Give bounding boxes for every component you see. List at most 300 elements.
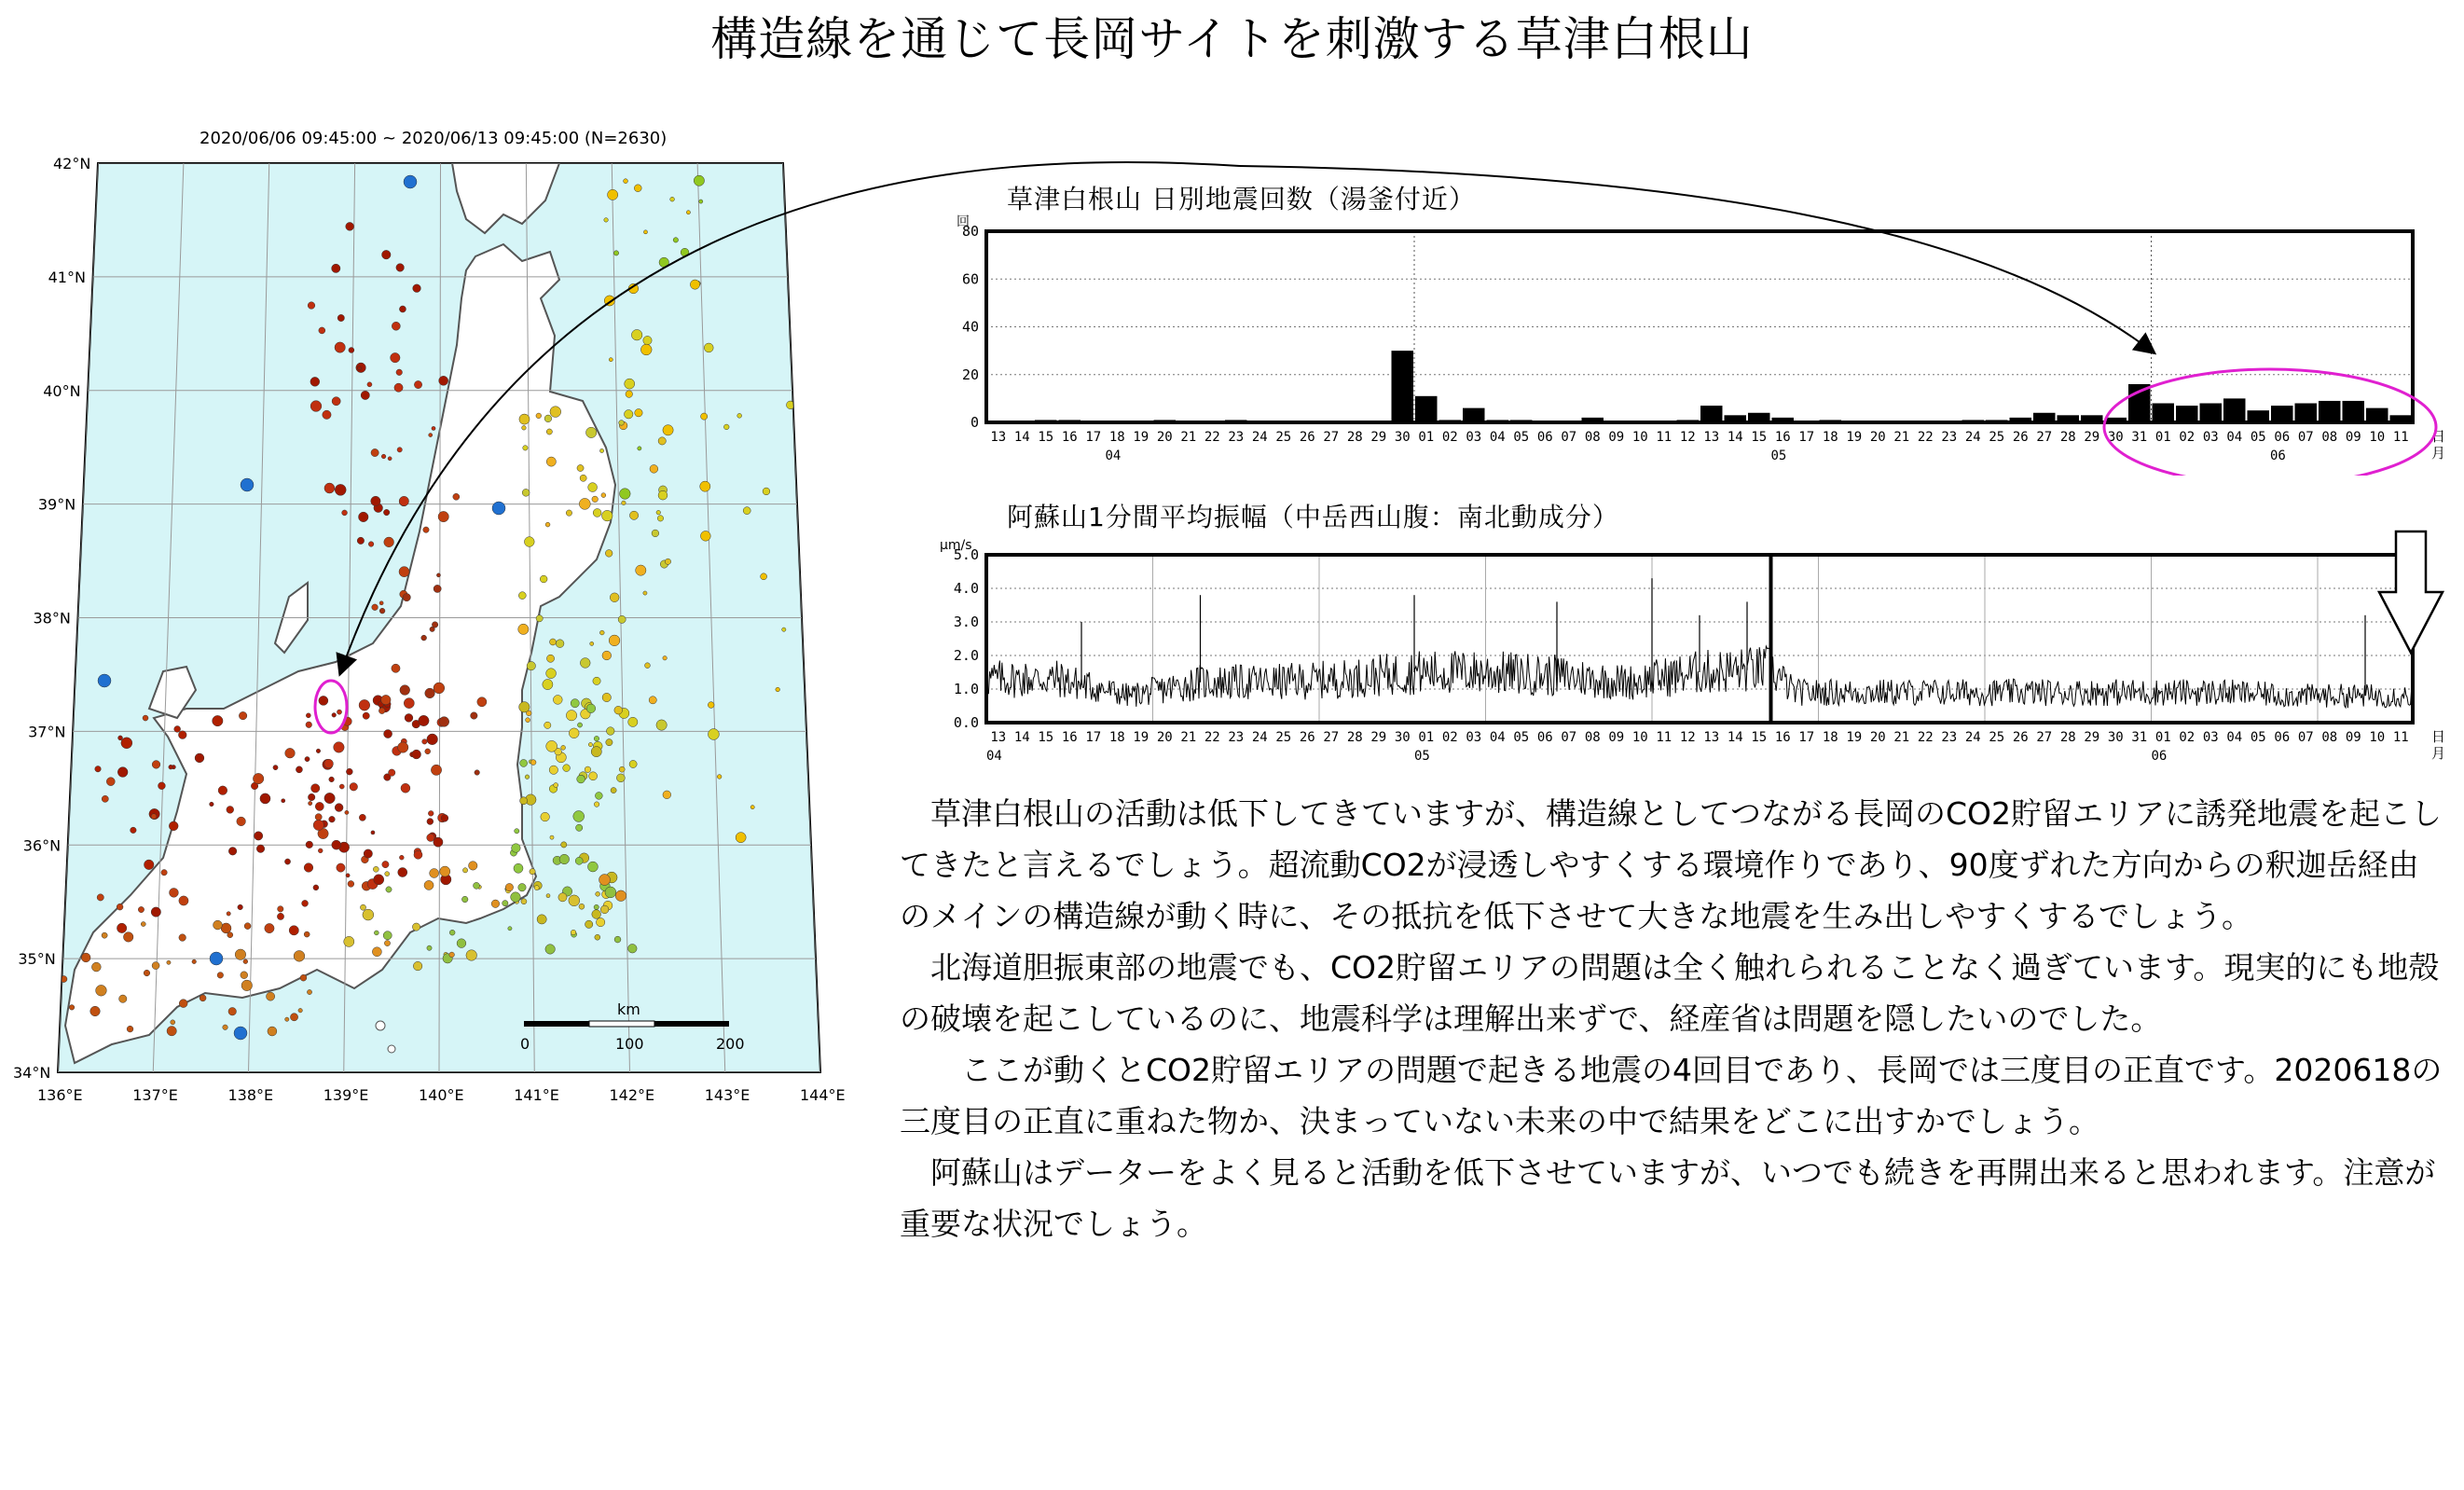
aso-amplitude-chart xyxy=(923,494,2461,774)
epicenter-dot xyxy=(625,410,633,419)
epicenter-dot xyxy=(540,575,547,583)
epicenter-dot xyxy=(373,866,379,872)
epicenter-dot xyxy=(546,457,556,466)
epicenter-dot xyxy=(296,766,302,773)
epicenter-dot xyxy=(502,901,508,906)
x-tick-label: 03 xyxy=(1466,730,1482,745)
epicenter-dot xyxy=(227,912,230,916)
epicenter-dot xyxy=(546,894,550,898)
lat-label: 34°N xyxy=(13,1064,51,1082)
epicenter-dot xyxy=(561,842,567,848)
epicenter-dot xyxy=(167,960,171,964)
epicenter-dot xyxy=(273,766,278,770)
epicenter-dot xyxy=(290,1014,297,1021)
epicenter-dot xyxy=(350,782,358,791)
epicenter-dot xyxy=(613,251,618,255)
epicenter-dot xyxy=(179,934,186,942)
x-axis-label: 日 xyxy=(2431,728,2446,745)
paragraph-3: ここが動くとCO2貯留エリアの問題で起きる地震の4回目であり、長岡では三度目の正直です。2020618の三度目の正直に重ねた物か、決まっていない未来の中で結果をどこに出すかでしょう。 xyxy=(900,1052,2443,1139)
epicenter-dot xyxy=(613,100,620,107)
epicenter-dot xyxy=(144,970,150,976)
epicenter-dot xyxy=(255,832,263,840)
epicenter-dot xyxy=(737,413,742,418)
epicenter-dot xyxy=(372,604,379,611)
y-tick-label: 40 xyxy=(961,318,979,336)
x-tick-label: 24 xyxy=(1251,730,1268,745)
epicenter-dot xyxy=(587,862,598,872)
y-axis-label: 回 xyxy=(957,214,970,229)
epicenter-dot xyxy=(537,915,546,924)
epicenter-dot xyxy=(158,782,166,790)
epicenter-dot xyxy=(432,426,435,430)
epicenter-dot xyxy=(313,885,319,890)
x-tick-label: 19 xyxy=(1846,430,1863,445)
scale-tick-0: 0 xyxy=(520,1035,530,1053)
epicenter-dot xyxy=(385,872,390,876)
epicenter-dot xyxy=(591,747,601,757)
bar xyxy=(2366,408,2388,422)
epicenter-dot xyxy=(342,510,348,516)
lat-label: 42°N xyxy=(53,155,91,172)
epicenter-dot xyxy=(569,895,580,906)
epicenter-dot xyxy=(586,704,596,713)
epicenter-dot xyxy=(427,945,432,950)
paragraph-1: 草津白根山の活動は低下してきていますが、構造線としてつながる長岡のCO2貯留エリアに誘発地震を起こしてきたと言えるでしょう。超流動CO2が浸透しやすくする環境作りであり、90度ずれた方向からの釈迦岳経由のメインの構造線が動く時に、その抵抗を低下させて大きな地震を生み出しやすくするでしょう。 xyxy=(900,795,2443,934)
epicenter-dot xyxy=(368,542,374,547)
epicenter-dot xyxy=(359,699,370,711)
epicenter-dot xyxy=(620,489,631,500)
epicenter-dot xyxy=(585,427,596,437)
lon-label: 144°E xyxy=(800,1086,846,1104)
epicenter-dot xyxy=(371,496,380,505)
bar xyxy=(2200,404,2223,423)
epicenter-dot xyxy=(424,880,434,890)
y-tick-label: 0.0 xyxy=(953,714,979,731)
x-tick-label: 01 xyxy=(2154,730,2171,745)
epicenter-dot xyxy=(434,585,441,592)
epicenter-dot xyxy=(704,343,713,352)
epicenter-dot xyxy=(457,939,466,948)
epicenter-dot xyxy=(696,79,704,87)
lon-label: 143°E xyxy=(704,1086,750,1104)
epicenter-dot xyxy=(305,756,310,761)
epicenter-dot xyxy=(631,329,642,340)
epicenter-dot xyxy=(413,284,421,293)
epicenter-dot xyxy=(477,697,487,707)
epicenter-dot xyxy=(324,483,335,493)
bar xyxy=(1415,396,1438,422)
epicenter-dot xyxy=(434,683,445,694)
epicenter-dot xyxy=(530,869,535,875)
epicenter-dot xyxy=(602,693,611,701)
epicenter-dot xyxy=(594,736,599,741)
epicenter-dot xyxy=(210,952,223,965)
x-tick-label: 05 xyxy=(2250,730,2266,745)
x-tick-label: 13 xyxy=(1703,430,1720,445)
x-tick-label: 30 xyxy=(2107,730,2124,745)
x-tick-label: 01 xyxy=(2154,430,2171,445)
epicenter-dot xyxy=(360,904,365,910)
epicenter-dot xyxy=(453,493,460,500)
epicenter-dot xyxy=(469,862,477,870)
epicenter-dot xyxy=(750,806,754,809)
x-tick-label: 26 xyxy=(1299,730,1315,745)
x-tick-label: 28 xyxy=(1346,430,1363,445)
epicenter-dot xyxy=(399,855,404,860)
epicenter-dot xyxy=(640,344,652,355)
epicenter-dot xyxy=(178,731,186,739)
x-tick-label: 09 xyxy=(1608,730,1625,745)
epicenter-dot xyxy=(372,947,381,957)
epicenter-dot xyxy=(606,87,612,92)
epicenter-dot xyxy=(384,940,390,945)
x-tick-label: 07 xyxy=(1561,430,1577,445)
epicenter-dot xyxy=(306,722,312,728)
epicenter-dot xyxy=(386,887,392,892)
epicenter-dot xyxy=(359,814,365,821)
epicenter-dot xyxy=(624,179,628,184)
x-tick-label: 22 xyxy=(1917,730,1934,745)
lat-label: 36°N xyxy=(22,836,62,855)
y-tick-label: 3.0 xyxy=(953,614,979,630)
epicenter-dot xyxy=(319,696,328,705)
epicenter-dot xyxy=(602,651,612,660)
epicenter-dot xyxy=(436,573,440,577)
x-tick-label: 14 xyxy=(1013,730,1030,745)
epicenter-dot xyxy=(131,827,137,834)
epicenter-dot xyxy=(414,850,422,859)
epicenter-dot xyxy=(81,953,90,962)
epicenter-dot xyxy=(102,795,108,802)
epicenter-dot xyxy=(492,502,505,515)
page-title: 構造線を通じて長岡サイトを刺激する草津白根山 xyxy=(710,12,1754,66)
epicenter-dot xyxy=(400,685,410,696)
month-label: 06 xyxy=(2270,448,2286,463)
epicenter-dot xyxy=(686,211,690,214)
map-caption: 2020/06/06 09:45:00 ~ 2020/06/13 09:45:00 (N=2630) xyxy=(200,129,668,148)
epicenter-dot xyxy=(192,959,197,964)
epicenter-dot xyxy=(118,736,123,740)
x-tick-label: 11 xyxy=(1656,730,1672,745)
epicenter-dot xyxy=(602,100,609,106)
bar xyxy=(1392,351,1414,422)
epicenter-dot xyxy=(763,488,770,495)
y-axis-label: μm/s xyxy=(940,538,972,553)
epicenter-dot xyxy=(282,799,285,803)
x-tick-label: 16 xyxy=(1774,430,1791,445)
epicenter-dot xyxy=(546,429,552,435)
epicenter-dot xyxy=(179,1000,187,1008)
epicenter-dot xyxy=(309,801,312,805)
x-tick-label: 06 xyxy=(2274,430,2291,445)
x-tick-label: 03 xyxy=(1466,430,1482,445)
epicenter-dot xyxy=(694,175,704,186)
epicenter-dot xyxy=(434,837,443,847)
epicenter-dot xyxy=(544,722,551,728)
epicenter-dot xyxy=(635,409,642,417)
epicenter-dot xyxy=(161,869,167,875)
epicenter-dot xyxy=(244,923,251,930)
x-tick-label: 09 xyxy=(2345,430,2361,445)
epicenter-dot xyxy=(398,742,408,752)
epicenter-dot xyxy=(618,615,626,623)
epicenter-dot xyxy=(491,900,500,908)
epicenter-dot xyxy=(346,874,350,877)
epicenter-dot xyxy=(656,510,661,515)
epicenter-dot xyxy=(462,868,467,873)
epicenter-dot xyxy=(652,530,659,537)
x-tick-label: 01 xyxy=(1418,730,1435,745)
epicenter-dot xyxy=(213,920,223,930)
bar xyxy=(2319,401,2341,422)
x-tick-label: 29 xyxy=(2084,430,2100,445)
epicenter-dot xyxy=(243,959,248,964)
epicenter-dot xyxy=(430,627,434,631)
x-tick-label: 05 xyxy=(1513,430,1530,445)
epicenter-dot xyxy=(152,761,160,769)
x-tick-label: 21 xyxy=(1180,730,1197,745)
month-label: 06 xyxy=(2151,749,2168,764)
epicenter-dot xyxy=(413,961,422,971)
epicenter-dot xyxy=(412,750,421,759)
epicenter-dot xyxy=(553,696,562,705)
lat-label: 37°N xyxy=(28,723,66,741)
x-tick-label: 21 xyxy=(1180,430,1197,445)
x-tick-label: 03 xyxy=(2202,430,2219,445)
epicenter-dot xyxy=(121,738,132,749)
epicenter-dot xyxy=(439,717,449,727)
x-tick-label: 26 xyxy=(1299,430,1315,445)
scale-unit: km xyxy=(617,1000,640,1018)
epicenter-dot xyxy=(329,777,335,782)
epicenter-dot xyxy=(626,391,633,398)
epicenter-dot xyxy=(643,230,647,234)
x-tick-label: 08 xyxy=(2321,430,2338,445)
epicenter-dot xyxy=(606,738,613,745)
epicenter-dot xyxy=(396,369,403,376)
epicenter-dot xyxy=(307,989,311,994)
epicenter-dot xyxy=(776,687,780,692)
izu-island xyxy=(376,1021,385,1030)
x-tick-label: 10 xyxy=(1631,430,1648,445)
epicenter-dot xyxy=(589,772,598,780)
epicenter-dot xyxy=(600,905,609,914)
epicenter-dot xyxy=(117,923,126,932)
epicenter-dot xyxy=(585,766,591,773)
epicenter-dot xyxy=(425,688,435,698)
epicenter-dot xyxy=(332,264,340,272)
epicenter-dot xyxy=(363,909,374,920)
epicenter-dot xyxy=(234,1027,247,1040)
epicenter-dot xyxy=(471,712,477,719)
epicenter-dot xyxy=(596,917,604,926)
x-tick-label: 12 xyxy=(1679,730,1696,745)
epicenter-dot xyxy=(422,739,427,744)
epicenter-dot xyxy=(606,727,614,736)
epicenter-dot xyxy=(405,713,413,722)
epicenter-dot xyxy=(278,906,283,912)
x-tick-label: 17 xyxy=(1085,730,1102,745)
epicenter-dot xyxy=(277,913,283,919)
epicenter-dot xyxy=(525,775,530,779)
x-tick-label: 30 xyxy=(1394,730,1411,745)
epicenter-dot xyxy=(550,407,561,418)
epicenter-dot xyxy=(647,148,653,154)
month-label: 05 xyxy=(1414,749,1430,764)
epicenter-dot xyxy=(616,774,625,782)
y-tick-label: 5.0 xyxy=(953,546,979,563)
x-tick-label: 06 xyxy=(2274,730,2291,745)
x-tick-label: 15 xyxy=(1038,430,1054,445)
epicenter-dot xyxy=(308,793,315,801)
x-tick-label: 13 xyxy=(990,430,1007,445)
epicenter-dot xyxy=(195,753,204,763)
epicenter-dot xyxy=(367,382,372,387)
epicenter-dot xyxy=(592,910,601,919)
epicenter-dot xyxy=(593,677,600,684)
epicenter-dot xyxy=(358,512,368,522)
x-tick-label: 06 xyxy=(1536,430,1553,445)
body-text xyxy=(900,788,2447,1249)
epicenter-dot xyxy=(544,415,552,422)
epicenter-dot xyxy=(545,522,550,527)
epicenter-dot xyxy=(701,413,708,420)
izu-island xyxy=(388,1045,395,1053)
x-tick-label: 28 xyxy=(1346,730,1363,745)
epicenter-dot xyxy=(549,639,556,645)
epicenter-dot xyxy=(673,238,678,242)
epicenter-dot xyxy=(315,802,323,810)
epicenter-dot xyxy=(546,740,557,752)
epicenter-dot xyxy=(348,881,354,888)
epicenter-dot xyxy=(267,992,275,1000)
epicenter-dot xyxy=(614,936,621,943)
epicenter-dot xyxy=(119,995,127,1002)
lat-label: 39°N xyxy=(37,495,76,514)
epicenter-dot xyxy=(399,567,409,577)
epicenter-dot xyxy=(554,783,558,788)
epicenter-dot xyxy=(329,816,336,822)
epicenter-dot xyxy=(123,932,133,943)
lon-label: 138°E xyxy=(227,1086,274,1104)
epicenter-dot xyxy=(526,718,530,723)
epicenter-dot xyxy=(332,713,337,718)
epicenter-dot xyxy=(536,615,543,622)
chart2-title: 阿蘇山1分間平均振幅（中岳西山腹：南北動成分） xyxy=(1007,502,1619,532)
epicenter-dot xyxy=(174,725,181,732)
x-tick-label: 08 xyxy=(2321,730,2338,745)
epicenter-dot xyxy=(221,923,231,933)
x-tick-label: 17 xyxy=(1085,430,1102,445)
epicenter-dot xyxy=(594,904,599,909)
epicenter-dot xyxy=(466,950,477,961)
bar xyxy=(2271,406,2293,422)
epicenter-dot xyxy=(238,904,243,910)
epicenter-dot xyxy=(324,793,335,803)
epicenter-dot xyxy=(218,786,227,795)
x-tick-label: 18 xyxy=(1108,730,1125,745)
x-tick-label: 20 xyxy=(1869,430,1886,445)
epicenter-dot xyxy=(643,591,647,595)
epicenter-dot xyxy=(659,257,668,267)
epicenter-dot xyxy=(665,559,670,564)
epicenter-dot xyxy=(577,723,582,727)
epicenter-dot xyxy=(429,433,433,436)
epicenter-dot xyxy=(310,377,320,386)
epicenter-dot xyxy=(563,765,571,772)
epicenter-dot xyxy=(595,934,600,940)
epicenter-dot xyxy=(593,509,601,517)
epicenter-dot xyxy=(566,711,576,721)
epicenter-dot xyxy=(650,464,658,473)
x-tick-label: 02 xyxy=(1441,730,1458,745)
epicenter-dot xyxy=(609,358,613,362)
epicenter-dot xyxy=(98,674,111,687)
epicenter-dot xyxy=(361,391,369,399)
epicenter-dot xyxy=(141,922,145,927)
epicenter-dot xyxy=(253,773,263,783)
epicenter-dot xyxy=(382,250,392,259)
epicenter-dot xyxy=(527,661,535,669)
epicenter-dot xyxy=(363,712,369,719)
epicenter-dot xyxy=(522,489,530,496)
lon-label: 142°E xyxy=(609,1086,655,1104)
epicenter-dot xyxy=(403,593,410,600)
epicenter-dot xyxy=(541,812,550,821)
bar xyxy=(1700,406,1723,422)
x-tick-label: 07 xyxy=(2297,730,2314,745)
epicenter-dot xyxy=(91,962,101,972)
x-tick-label: 15 xyxy=(1038,730,1054,745)
epicenter-dot xyxy=(235,949,246,960)
x-tick-label: 31 xyxy=(2131,730,2148,745)
epicenter-dot xyxy=(663,791,671,799)
y-tick-label: 60 xyxy=(961,270,979,288)
x-tick-label: 19 xyxy=(1133,430,1149,445)
x-tick-label: 20 xyxy=(1869,730,1886,745)
x-tick-label: 16 xyxy=(1061,430,1078,445)
epicenter-dot xyxy=(522,425,527,430)
epicenter-dot xyxy=(599,630,604,635)
epicenter-dot xyxy=(346,768,352,775)
epicenter-dot xyxy=(397,448,402,452)
x-tick-label: 10 xyxy=(2369,430,2386,445)
x-axis-label: 月 xyxy=(2431,745,2446,762)
x-tick-label: 23 xyxy=(1941,730,1958,745)
x-tick-label: 29 xyxy=(1370,730,1387,745)
epicenter-dot xyxy=(319,327,325,334)
epicenter-dot xyxy=(95,766,101,771)
epicenter-dot xyxy=(285,1017,289,1021)
epicenter-dot xyxy=(559,854,570,864)
epicenter-dot xyxy=(382,861,389,867)
epicenter-dot xyxy=(625,379,635,389)
epicenter-dot xyxy=(334,742,344,752)
epicenter-dot xyxy=(337,863,345,872)
x-tick-label: 27 xyxy=(1323,430,1340,445)
epicenter-dot xyxy=(335,484,346,495)
epicenter-dot xyxy=(619,766,625,772)
bar xyxy=(1463,408,1485,422)
epicenter-dot xyxy=(534,886,539,890)
epicenter-dot xyxy=(379,601,383,605)
x-tick-label: 25 xyxy=(1989,730,2005,745)
epicenter-dot xyxy=(569,728,579,738)
epicenter-dot xyxy=(332,840,341,849)
x-tick-label: 28 xyxy=(2059,730,2076,745)
epicenter-dot xyxy=(357,537,364,544)
epicenter-dot xyxy=(655,83,662,90)
